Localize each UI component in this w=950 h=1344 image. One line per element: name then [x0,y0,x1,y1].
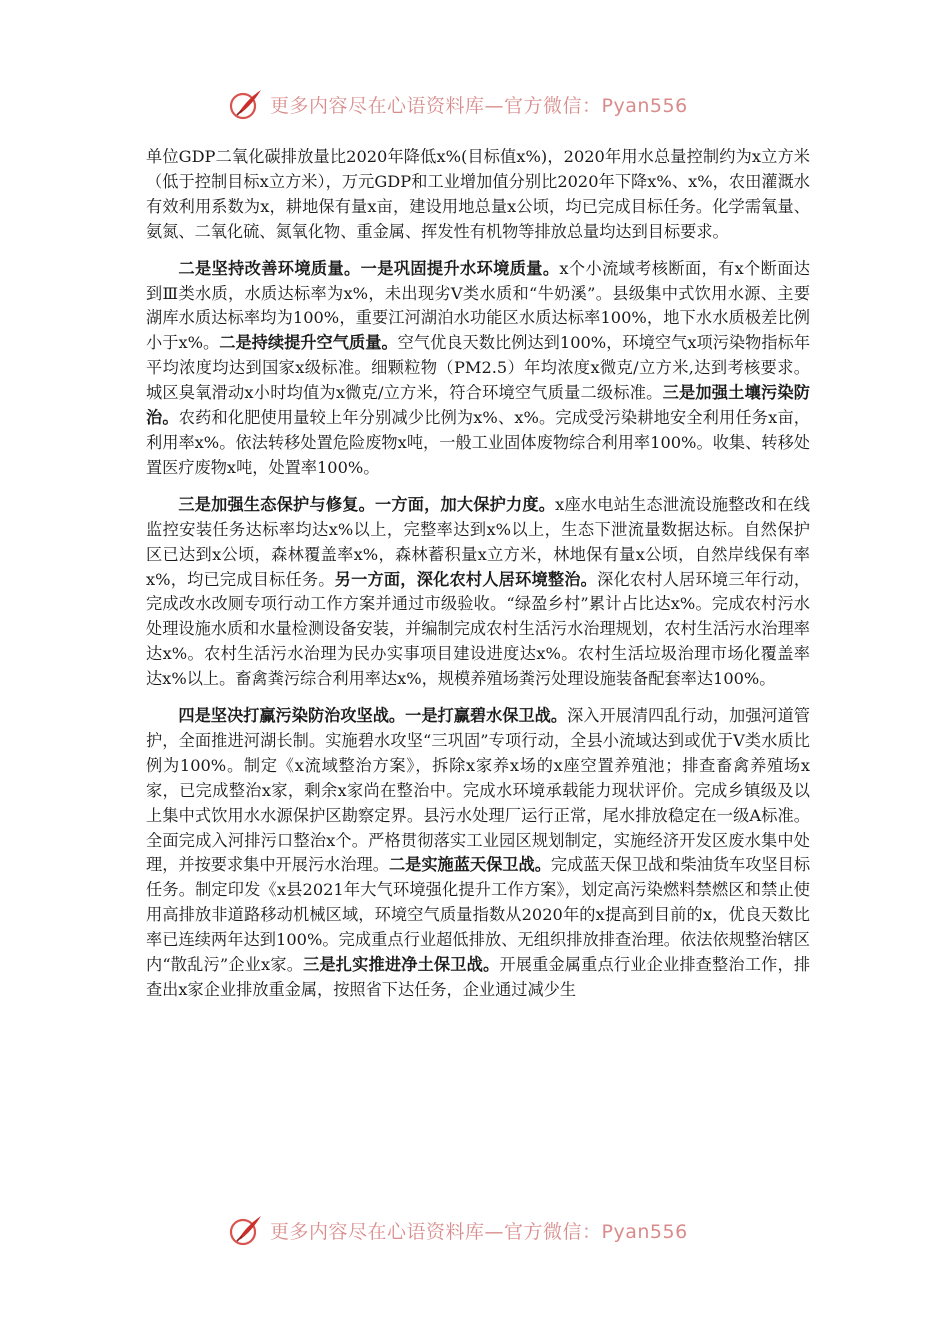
text-run: x座水电站生态泄流设施整改和在线监控安装任务达标率均达x%以上，完整率达到x%以上，生态下泄流量数据达标。自然保护区已达到x公顷，森林覆盖率x%，森林蓄积量x立方米，林地保有量x公顷，自然岸线保有率x%，均已完成目标任务。 [146,494,810,589]
banner-text: 更多内容尽在心语资料库—官方微信：Pyan556 [270,1220,688,1243]
text-run: 深化农村人居环境三年行动，完成改水改厕专项行动工作方案并通过市级验收。“绿盈乡村”累计占比达x%。完成农村污水处理设施水质和水量检测设备安装，并编制完成农村生活污水治理规划，农村生活污水治理率达x%。农村生活污水治理为民办实事项目建设进度达x%。农村生活垃圾治理市场化覆盖率达x%以上。畜禽粪污综合利用率达x%，规模养殖场粪污处理设施装备配套率达100%。 [146,569,811,689]
bold-heading-run: 四是坚决打赢污染防治攻坚战。一是打赢碧水保卫战。 [178,706,568,726]
paragraph [146,493,810,692]
text-run: 完成蓝天保卫战和柴油货车攻坚目标任务。制定印发《x县2021年大气环境强化提升工作方案》，划定高污染燃料禁燃区和禁止使用高排放非道路移动机械区域，环境空气质量指数从2020年的x提高到目前的x，优良天数比率已连续两年达到100%。完成重点行业超低排放、无组织排放排查治理。依法依规整治辖区内“散乱污”企业x家。 [146,855,811,975]
quill-logo-icon [228,86,264,122]
footer-banner [228,1210,748,1250]
bold-heading-run: 二是持续提升空气质量。 [219,333,398,353]
paragraph [146,257,810,481]
text-run: 农药和化肥使用量较上年分别减少比例为x%、x%。完成受污染耕地安全利用任务x亩，利用率x%。依法转移处置危险废物x吨，一般工业固体废物综合利用率100%。收集、转移处置医疗废物x吨，处置率100%。 [146,408,810,477]
bold-heading-run: 另一方面，深化农村人居环境整治。 [334,569,598,589]
text-run: 空气优良天数比例达到100%，环境空气x项污染物指标年平均浓度均达到国家x级标准。细颗粒物（PM2.5）年均浓度x微克/立方米,达到考核要求。城区臭氧滑动x小时均值为x微克/立方米，符合环境空气质量二级标准。 [146,333,811,403]
text-run: 单位GDP二氧化碳排放量比2020年降低x%(目标值x%)，2020年用水总量控制约为x立方米（低于控制目标x立方米），万元GDP和工业增加值分别比2020年下降x%、x%，农田灌溉水有效利用系数为x，耕地保有量x亩，建设用地总量x公顷，均已完成目标任务。化学需氧量、氨氮、二氧化硫、氮氧化物、重金属、挥发性有机物等排放总量均达到目标要求。 [146,147,810,241]
text-run: x个小流域考核断面，有x个断面达到Ⅲ类水质，水质达标率为x%，未出现劣Ⅴ类水质和“牛奶溪”。县级集中式饮用水源、主要湖库水质达标率均为100%，重要江河湖泊水功能区水质达标率100%，地下水水质极差比例小于x%。 [146,258,810,353]
bold-heading-run: 二是坚持改善环境质量。一是巩固提升水环境质量。 [178,258,560,278]
bold-heading-run: 三是加强生态保护与修复。一方面，加大保护力度。 [178,494,556,514]
bold-heading-run: 二是实施蓝天保卫战。 [388,855,551,875]
paragraph [146,145,810,245]
paragraph [146,704,810,1003]
text-run: 开展重金属重点行业企业排查整治工作，排查出x家企业排放重金属，按照省下达任务，企业通过减少生 [146,955,811,999]
document-body [146,145,810,1015]
banner-text: 更多内容尽在心语资料库—官方微信：Pyan556 [270,94,688,117]
bold-heading-run: 三是扎实推进净土保卫战。 [303,955,500,975]
quill-logo-icon [228,1212,264,1248]
bold-heading-run: 三是加强土壤污染防治。 [146,383,810,428]
header-banner [228,84,748,124]
text-run: 深入开展清四乱行动，加强河道管护，全面推进河湖长制。实施碧水攻坚“三巩固”专项行动，全县小流域达到或优于Ⅴ类水质比例为100%。制定《x流域整治方案》，拆除x家养x场的x座空置养殖池；排查畜禽养殖场x家，已完成整治x家，剩余x家尚在整治中。完成水环境承载能力现状评价。完成乡镇级及以上集中式饮用水水源保护区勘察定界。县污水处理厂运行正常，尾水排放稳定在一级A标准。全面完成入河排污口整治x个。严格贯彻落实工业园区规划制定，实施经济开发区废水集中处理，并按要求集中开展污水治理。 [146,706,810,875]
